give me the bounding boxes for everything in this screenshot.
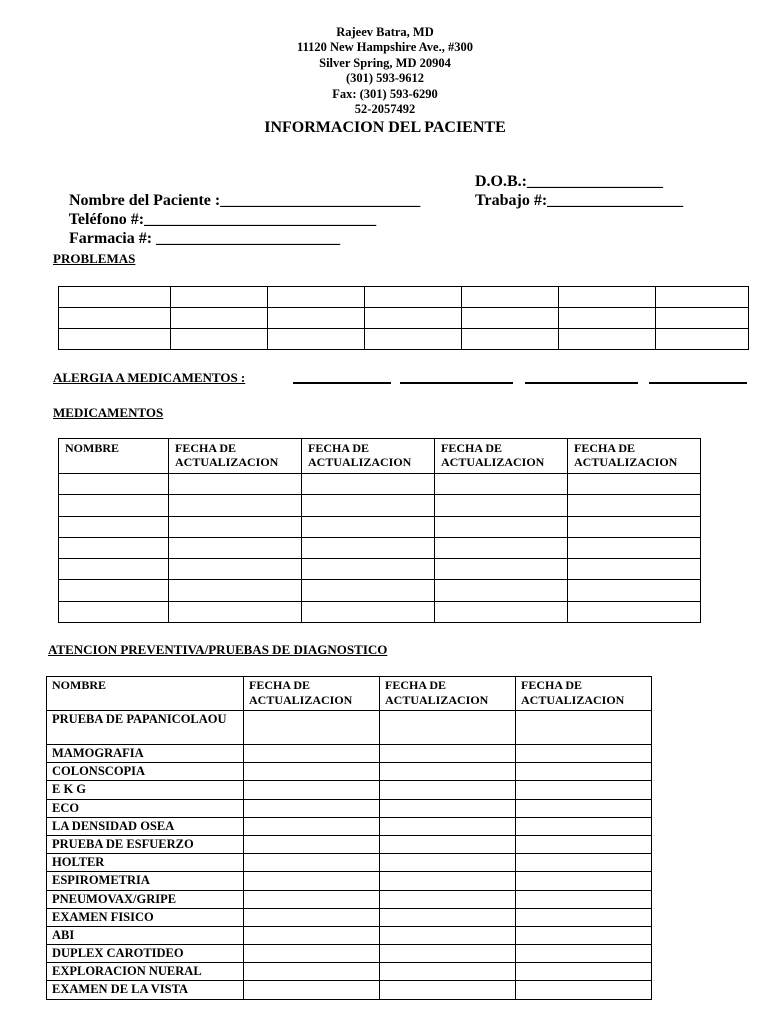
table-cell[interactable] [302,537,435,558]
table-row [47,745,652,763]
table-cell[interactable] [380,745,516,763]
table-cell[interactable] [435,601,568,622]
table-cell[interactable] [59,474,169,495]
doctor-name: Rajeev Batra, MD [336,25,434,39]
allergy-blank-3[interactable] [525,382,638,384]
test-name: ECO [47,799,244,817]
allergy-blank-1[interactable] [293,382,391,384]
table-cell[interactable] [568,474,701,495]
table-row [59,580,701,601]
table-cell[interactable] [244,711,380,745]
table-cell[interactable] [656,308,749,329]
problems-table [58,286,749,350]
table-cell[interactable] [380,945,516,963]
column-header: FECHA DE ACTUALIZACION [302,439,435,474]
table-cell[interactable] [559,308,656,329]
table-header-row [47,677,652,711]
test-name: PNEUMOVAX/GRIPE [47,890,244,908]
table-cell[interactable] [516,711,652,745]
patient-fields [53,172,753,247]
table-cell[interactable] [380,872,516,890]
test-name: EXAMEN FISICO [47,908,244,926]
table-cell[interactable] [169,474,302,495]
allergy-blank-4[interactable] [649,382,747,384]
table-cell[interactable] [568,537,701,558]
table-cell[interactable] [435,516,568,537]
form-title: INFORMACION DEL PACIENTE [264,119,506,137]
column-header: FECHA DE ACTUALIZACION [169,439,302,474]
table-row [59,287,749,308]
table-cell[interactable] [380,781,516,799]
table-cell[interactable] [171,287,268,308]
table-cell[interactable] [171,329,268,350]
table-row [59,559,701,580]
table-cell[interactable] [568,580,701,601]
table-row [47,908,652,926]
table-cell[interactable] [380,817,516,835]
table-cell[interactable] [435,495,568,516]
table-cell[interactable] [380,926,516,944]
table-cell[interactable] [380,908,516,926]
work-phone-field[interactable]: Trabajo #:_________________ [475,192,684,209]
table-cell[interactable] [59,559,169,580]
table-row [47,854,652,872]
table-cell[interactable] [380,963,516,981]
table-row [47,963,652,981]
table-row [47,781,652,799]
table-cell[interactable] [516,854,652,872]
table-cell[interactable] [244,763,380,781]
allergies-heading: ALERGIA A MEDICAMENTOS : [53,370,246,385]
table-cell[interactable] [268,287,365,308]
table-row [47,763,652,781]
table-cell[interactable] [462,329,559,350]
table-cell[interactable] [516,872,652,890]
table-cell[interactable] [244,981,380,999]
table-cell[interactable] [435,580,568,601]
test-name: PRUEBA DE PAPANICOLAOU [47,711,244,745]
table-cell[interactable] [516,890,652,908]
table-cell[interactable] [559,329,656,350]
test-name: COLONSCOPIA [47,763,244,781]
test-name: ESPIROMETRIA [47,872,244,890]
table-row [59,474,701,495]
table-cell[interactable] [268,308,365,329]
table-cell[interactable] [59,537,169,558]
table-cell[interactable] [244,945,380,963]
preventive-table [46,676,652,1000]
table-cell[interactable] [244,872,380,890]
table-cell[interactable] [59,287,171,308]
table-cell[interactable] [169,495,302,516]
table-cell[interactable] [244,745,380,763]
table-cell[interactable] [516,926,652,944]
table-cell[interactable] [302,474,435,495]
table-cell[interactable] [516,908,652,926]
table-cell[interactable] [302,516,435,537]
dob-field[interactable]: D.O.B.:_________________ [475,173,663,190]
table-row [59,516,701,537]
table-row [59,329,749,350]
table-cell[interactable] [380,854,516,872]
table-row [47,835,652,853]
column-header: FECHA DE ACTUALIZACION [516,677,652,711]
test-name: PRUEBA DE ESFUERZO [47,835,244,853]
table-cell[interactable] [244,926,380,944]
phone-field[interactable]: Teléfono #:_____________________________ [68,211,377,228]
table-cell[interactable] [59,580,169,601]
table-cell[interactable] [516,781,652,799]
table-cell[interactable] [516,763,652,781]
table-row [47,817,652,835]
table-header-row [59,439,701,474]
column-header: FECHA DE ACTUALIZACION [380,677,516,711]
medications-table [58,438,701,623]
preventive-heading: ATENCION PREVENTIVA/PRUEBAS DE DIAGNOSTICO [48,642,388,657]
table-cell[interactable] [302,495,435,516]
table-cell[interactable] [462,308,559,329]
table-row [59,537,701,558]
column-header: FECHA DE ACTUALIZACION [568,439,701,474]
table-row [47,945,652,963]
table-cell[interactable] [302,580,435,601]
table-cell[interactable] [568,601,701,622]
table-cell[interactable] [169,559,302,580]
pharmacy-field[interactable]: Farmacia #: _______________________ [69,230,341,247]
table-row [47,890,652,908]
table-cell[interactable] [365,329,462,350]
table-cell[interactable] [568,516,701,537]
address-line-1: 11120 New Hampshire Ave., #300 [297,40,473,55]
table-cell[interactable] [244,890,380,908]
table-cell[interactable] [244,799,380,817]
table-cell[interactable] [380,799,516,817]
test-name: EXAMEN DE LA VISTA [47,981,244,999]
table-cell[interactable] [568,495,701,516]
table-cell[interactable] [516,817,652,835]
table-cell[interactable] [244,908,380,926]
address-line-2: Silver Spring, MD 20904 [319,55,451,70]
table-cell[interactable] [568,559,701,580]
table-cell[interactable] [380,763,516,781]
column-header: FECHA DE ACTUALIZACION [244,677,380,711]
table-cell[interactable] [59,329,171,350]
table-cell[interactable] [516,945,652,963]
table-row [59,601,701,622]
table-row [47,872,652,890]
table-row [47,799,652,817]
table-cell[interactable] [656,287,749,308]
test-name: MAMOGRAFIA [47,745,244,763]
fax-number: Fax: (301) 593-6290 [332,86,438,101]
table-cell[interactable] [435,474,568,495]
table-cell[interactable] [516,981,652,999]
table-cell[interactable] [365,287,462,308]
tax-id: 52-2057492 [354,102,416,117]
test-name: ABI [47,926,244,944]
table-cell[interactable] [435,537,568,558]
table-cell[interactable] [268,329,365,350]
patient-name-field[interactable]: Nombre del Paciente :_________________________ [69,192,421,209]
table-cell[interactable] [302,601,435,622]
table-cell[interactable] [516,799,652,817]
table-row [47,926,652,944]
table-cell[interactable] [380,890,516,908]
test-name: E K G [47,781,244,799]
table-cell[interactable] [516,835,652,853]
table-cell[interactable] [516,745,652,763]
column-header: NOMBRE [59,439,169,474]
table-cell[interactable] [380,711,516,745]
test-name: DUPLEX CAROTIDEO [47,945,244,963]
problems-heading: PROBLEMAS [53,251,136,266]
table-row [59,308,749,329]
table-cell[interactable] [59,516,169,537]
table-cell[interactable] [59,601,169,622]
medications-heading: MEDICAMENTOS [53,405,164,420]
table-cell[interactable] [244,817,380,835]
table-cell[interactable] [380,835,516,853]
table-cell[interactable] [516,963,652,981]
table-cell[interactable] [656,329,749,350]
table-cell[interactable] [244,963,380,981]
table-cell[interactable] [59,308,171,329]
test-name: EXPLORACION NUERAL [47,963,244,981]
table-cell[interactable] [559,287,656,308]
table-cell[interactable] [169,580,302,601]
test-name: LA DENSIDAD OSEA [47,817,244,835]
table-cell[interactable] [302,559,435,580]
table-cell[interactable] [244,781,380,799]
table-cell[interactable] [59,495,169,516]
table-cell[interactable] [169,537,302,558]
table-cell[interactable] [435,559,568,580]
table-cell[interactable] [462,287,559,308]
table-cell[interactable] [171,308,268,329]
table-cell[interactable] [244,835,380,853]
table-cell[interactable] [169,516,302,537]
column-header: FECHA DE ACTUALIZACION [435,439,568,474]
table-cell[interactable] [380,981,516,999]
table-row [47,981,652,999]
allergy-blank-2[interactable] [400,382,513,384]
table-row [47,711,652,745]
column-header: NOMBRE [47,677,244,711]
letterhead [0,25,770,138]
test-name: HOLTER [47,854,244,872]
table-row [59,495,701,516]
table-cell[interactable] [244,854,380,872]
table-cell[interactable] [169,601,302,622]
phone-number: (301) 593-9612 [345,71,425,86]
table-cell[interactable] [365,308,462,329]
